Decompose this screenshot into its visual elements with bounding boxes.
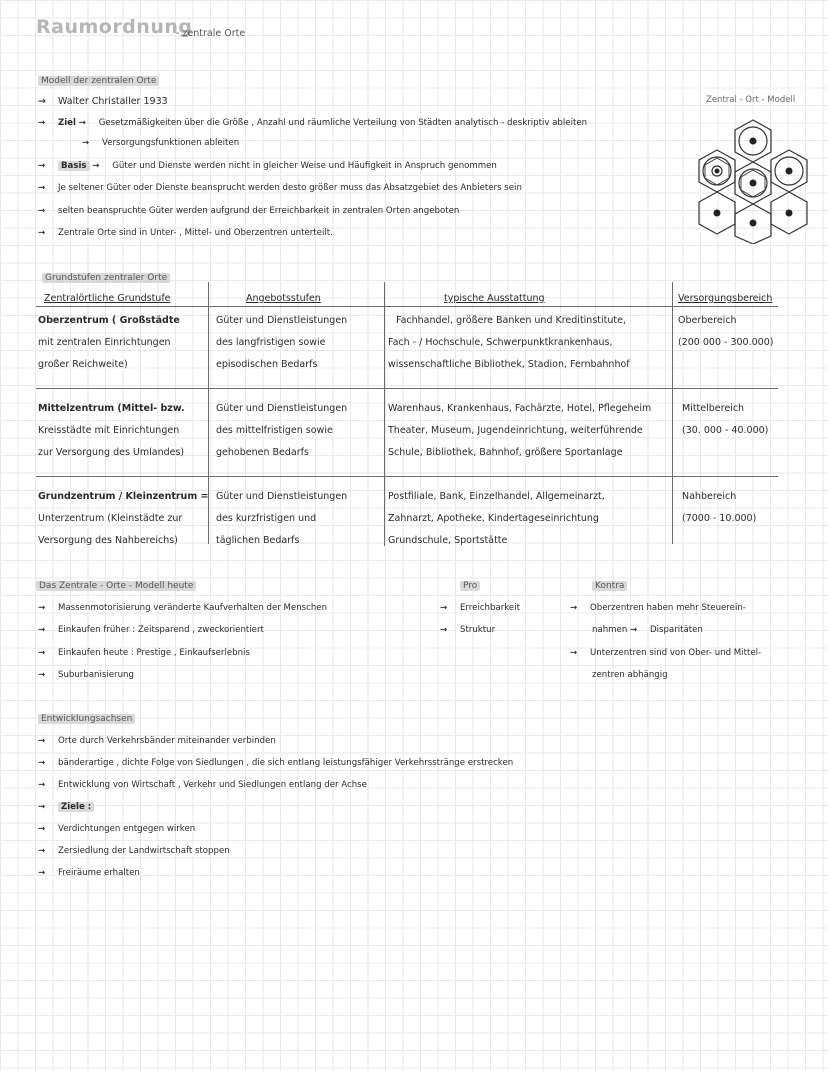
arrow-right-icon: → xyxy=(92,161,100,171)
cell-line: Unterzentrum (Kleinstädte zur xyxy=(38,513,183,524)
modell-text-5: Je seltener Güter oder Dienste beansprucht werden desto größer muss das Absatzgebiet des Anbieters sein xyxy=(58,183,522,193)
cell-line: episodischen Bedarfs xyxy=(216,359,318,370)
cell-line: Theater, Museum, Jugendeinrichtung, weiterführende xyxy=(388,425,643,436)
arrow-right-icon: → xyxy=(38,670,46,680)
cell-line: Schule, Bibliothek, Bahnhof, größere Sportanlage xyxy=(388,447,623,458)
cell-line: gehobenen Bedarfs xyxy=(216,447,309,458)
achsen-item xyxy=(38,779,367,792)
achsen-text: Entwicklung von Wirtschaft , Verkehr und Siedlungen entlang der Achse xyxy=(58,780,367,790)
table-cell xyxy=(388,530,507,552)
table-cell xyxy=(396,310,626,332)
center-dot xyxy=(786,168,793,175)
arrow-right-icon: → xyxy=(38,183,46,193)
heute-item xyxy=(38,647,250,660)
cell-line: Nahbereich xyxy=(682,491,737,502)
achsen-text: Ziele : xyxy=(58,802,94,812)
table-cell xyxy=(388,332,613,354)
arrow-right-icon: → xyxy=(38,206,46,216)
arrow-right-icon: → xyxy=(38,846,46,856)
cell-line: Warenhaus, Krankenhaus, Fachärzte, Hotel, Pflegeheim xyxy=(388,403,652,414)
table-cell xyxy=(682,508,756,530)
pro-heading: Pro xyxy=(460,581,480,591)
table-cell xyxy=(388,354,630,376)
table-cell xyxy=(216,310,347,332)
table-cell xyxy=(216,486,347,508)
cell-line: Oberzentrum ( Großstädte xyxy=(38,315,180,326)
arrow-right-icon: → xyxy=(38,758,46,768)
kontra-text: Disparitäten xyxy=(650,625,703,635)
arrow-right-icon: → xyxy=(38,824,46,834)
table-rule xyxy=(36,306,778,307)
table-cell xyxy=(388,420,643,442)
arrow-right-icon: → xyxy=(38,96,46,107)
achsen-text: Orte durch Verkehrsbänder miteinander verbinden xyxy=(58,736,276,746)
arrow-right-icon: → xyxy=(38,118,46,128)
heute-item xyxy=(38,669,134,682)
modell-text-6: selten beanspruchte Güter werden aufgrund der Erreichbarkeit in zentralen Orten angeboten xyxy=(58,206,460,216)
table-cell xyxy=(388,486,605,508)
central-place-hexagon-diagram xyxy=(686,110,820,244)
cell-line: zur Versorgung des Umlandes) xyxy=(38,447,185,458)
table-cell xyxy=(38,354,128,376)
table-cell xyxy=(682,420,768,442)
modell-line-author xyxy=(38,95,168,108)
table-cell xyxy=(682,486,736,508)
table-header: Versorgungsbereich xyxy=(678,293,773,304)
pro-item xyxy=(440,602,520,615)
kontra-item xyxy=(592,669,668,682)
arrow-right-icon: → xyxy=(38,228,46,238)
heute-text: Einkaufen heute : Prestige , Einkaufserlebnis xyxy=(58,648,250,658)
table-cell xyxy=(38,310,180,332)
achsen-item xyxy=(38,867,140,880)
author-text: Walter Christaller 1933 xyxy=(58,96,168,107)
cell-line: (7000 - 10.000) xyxy=(682,513,757,524)
table-cell xyxy=(216,508,316,530)
table-divider xyxy=(384,282,385,546)
table-cell xyxy=(682,398,744,420)
cell-line: Güter und Dienstleistungen xyxy=(216,491,348,502)
achsen-text: Zersiedlung der Landwirtschaft stoppen xyxy=(58,846,230,856)
cell-line: Oberbereich xyxy=(678,315,737,326)
table-cell xyxy=(38,332,171,354)
table-cell xyxy=(38,442,184,464)
table-cell xyxy=(38,486,209,508)
arrow-right-icon: → xyxy=(38,625,46,635)
pro-text: Struktur xyxy=(460,625,496,635)
section-heading-modell: Modell der zentralen Orte xyxy=(38,76,159,86)
achsen-item xyxy=(38,823,195,836)
heute-text: Einkaufen früher : Zeitsparend , zweckorientiert xyxy=(58,625,264,635)
cell-line: Postfiliale, Bank, Einzelhandel, Allgemeinarzt, xyxy=(388,491,605,502)
cell-line: des langfristigen sowie xyxy=(216,337,326,348)
modell-line-basis xyxy=(38,160,497,173)
cell-line: Mittelbereich xyxy=(682,403,745,414)
heute-item xyxy=(38,624,264,637)
cell-line: Güter und Dienstleistungen xyxy=(216,315,348,326)
modell-line-ziel xyxy=(38,117,587,130)
section-heading-achsen: Entwicklungsachsen xyxy=(38,714,135,724)
table-rule xyxy=(36,476,778,477)
table-cell xyxy=(388,398,651,420)
cell-line: Versorgung des Nahbereichs) xyxy=(38,535,178,546)
pro-item xyxy=(440,624,495,637)
table-cell xyxy=(216,332,326,354)
cell-line: Kreisstädte mit Einrichtungen xyxy=(38,425,180,436)
arrow-right-icon: → xyxy=(570,603,578,613)
arrow-right-icon: → xyxy=(78,118,86,128)
cell-line: des mittelfristigen sowie xyxy=(216,425,333,436)
cell-line: wissenschaftliche Bibliothek, Stadion, Fernbahnhof xyxy=(388,359,630,370)
page-title: Raumordnung xyxy=(36,16,193,38)
cell-line: Zahnarzt, Apotheke, Kindertageseinrichtung xyxy=(388,513,599,524)
achsen-text: Freiräume erhalten xyxy=(58,868,140,878)
page-subtitle: - zentrale Orte xyxy=(176,28,246,39)
achsen-item xyxy=(38,845,230,858)
achsen-item xyxy=(38,801,94,814)
heute-text: Suburbanisierung xyxy=(58,670,134,680)
cell-line: Fachhandel, größere Banken und Kreditinstitute, xyxy=(396,315,626,326)
arrow-right-icon: → xyxy=(38,868,46,878)
cell-line: Grundzentrum / Kleinzentrum = xyxy=(38,491,209,502)
table-cell xyxy=(388,442,622,464)
arrow-right-icon: → xyxy=(38,603,46,613)
kontra-text: zentren abhängig xyxy=(592,670,668,680)
table-cell xyxy=(38,508,182,530)
table-divider xyxy=(672,282,673,544)
cell-line: Grundschule, Sportstätte xyxy=(388,535,508,546)
table-cell xyxy=(678,310,737,332)
cell-line: großer Reichweite) xyxy=(38,359,128,370)
versorgung-text: Versorgungsfunktionen ableiten xyxy=(102,138,240,148)
achsen-item xyxy=(38,735,276,748)
table-header: Angebotsstufen xyxy=(246,293,321,304)
arrow-right-icon: → xyxy=(570,648,578,658)
table-header: Zentralörtliche Grundstufe xyxy=(44,293,171,304)
arrow-right-icon: → xyxy=(38,161,46,171)
modell-line-6 xyxy=(38,205,459,218)
table-cell xyxy=(216,530,299,552)
table-cell xyxy=(38,420,179,442)
table-cell xyxy=(678,332,773,354)
kontra-text: Unterzentren sind von Ober- und Mittel- xyxy=(590,648,762,658)
kontra-text: nahmen xyxy=(592,625,628,635)
achsen-item xyxy=(38,757,513,770)
kontra-heading: Kontra xyxy=(592,581,627,591)
modell-line-versorgung xyxy=(82,137,239,150)
cell-line: Mittelzentrum (Mittel- bzw. xyxy=(38,403,185,414)
diagram-label: Zentral - Ort - Modell xyxy=(706,95,796,105)
table-header: typische Ausstattung xyxy=(444,293,545,304)
cell-line: mit zentralen Einrichtungen xyxy=(38,337,171,348)
table-cell xyxy=(216,420,333,442)
arrow-right-icon: → xyxy=(38,648,46,658)
pro-text: Erreichbarkeit xyxy=(460,603,520,613)
cell-line: (200 000 - 300.000) xyxy=(678,337,774,348)
achsen-text: bänderartige , dichte Folge von Siedlungen , die sich entlang leistungsfähiger Verkehrsstränge erstrecken xyxy=(58,758,514,768)
achsen-text: Verdichtungen entgegen wirken xyxy=(58,824,196,834)
kontra-text: Oberzentren haben mehr Steuerein- xyxy=(590,603,746,613)
arrow-right-icon: → xyxy=(38,802,46,812)
center-dot xyxy=(750,220,757,227)
kontra-item xyxy=(570,602,746,615)
arrow-right-icon: → xyxy=(38,780,46,790)
table-cell xyxy=(216,354,317,376)
kontra-item xyxy=(570,647,761,660)
cell-line: Fach - / Hochschule, Schwerpunktkrankenhaus, xyxy=(388,337,613,348)
modell-text-7: Zentrale Orte sind in Unter- , Mittel- und Oberzentren unterteilt. xyxy=(58,228,333,238)
table-cell xyxy=(38,530,178,552)
basis-label: Basis xyxy=(58,161,90,171)
table-cell xyxy=(216,398,347,420)
center-dot xyxy=(750,138,757,145)
cell-line: täglichen Bedarfs xyxy=(216,535,300,546)
cell-line: des kurzfristigen und xyxy=(216,513,317,524)
arrow-right-icon: → xyxy=(630,625,638,635)
section-heading-heute: Das Zentrale - Orte - Modell heute xyxy=(36,581,196,591)
ziel-text: Gesetzmäßigkeiten über die Größe , Anzahl und räumliche Verteilung von Städten analytisch - deskriptiv ableiten xyxy=(98,118,588,128)
center-dot xyxy=(714,210,721,217)
section-heading-grundstufen: Grundstufen zentraler Orte xyxy=(42,273,170,283)
cell-line: (30. 000 - 40.000) xyxy=(682,425,769,436)
center-dot xyxy=(750,180,757,187)
arrow-right-icon: → xyxy=(440,603,448,613)
ziel-label: Ziel xyxy=(58,118,76,128)
heute-text: Massenmotorisierung veränderte Kaufverhalten der Menschen xyxy=(58,603,328,613)
arrow-right-icon: → xyxy=(440,625,448,635)
arrow-right-icon: → xyxy=(38,736,46,746)
cell-line: Güter und Dienstleistungen xyxy=(216,403,348,414)
table-cell xyxy=(38,398,185,420)
basis-text: Güter und Dienste werden nicht in gleicher Weise und Häufigkeit in Anspruch genommen xyxy=(112,161,497,171)
modell-line-7 xyxy=(38,227,333,240)
table-rule xyxy=(36,388,778,389)
table-cell xyxy=(388,508,599,530)
center-dot xyxy=(715,169,720,174)
modell-line-5 xyxy=(38,182,522,195)
heute-item xyxy=(38,602,327,615)
kontra-item xyxy=(592,624,703,637)
table-cell xyxy=(216,442,309,464)
arrow-right-icon: → xyxy=(82,138,90,148)
center-dot xyxy=(786,210,793,217)
